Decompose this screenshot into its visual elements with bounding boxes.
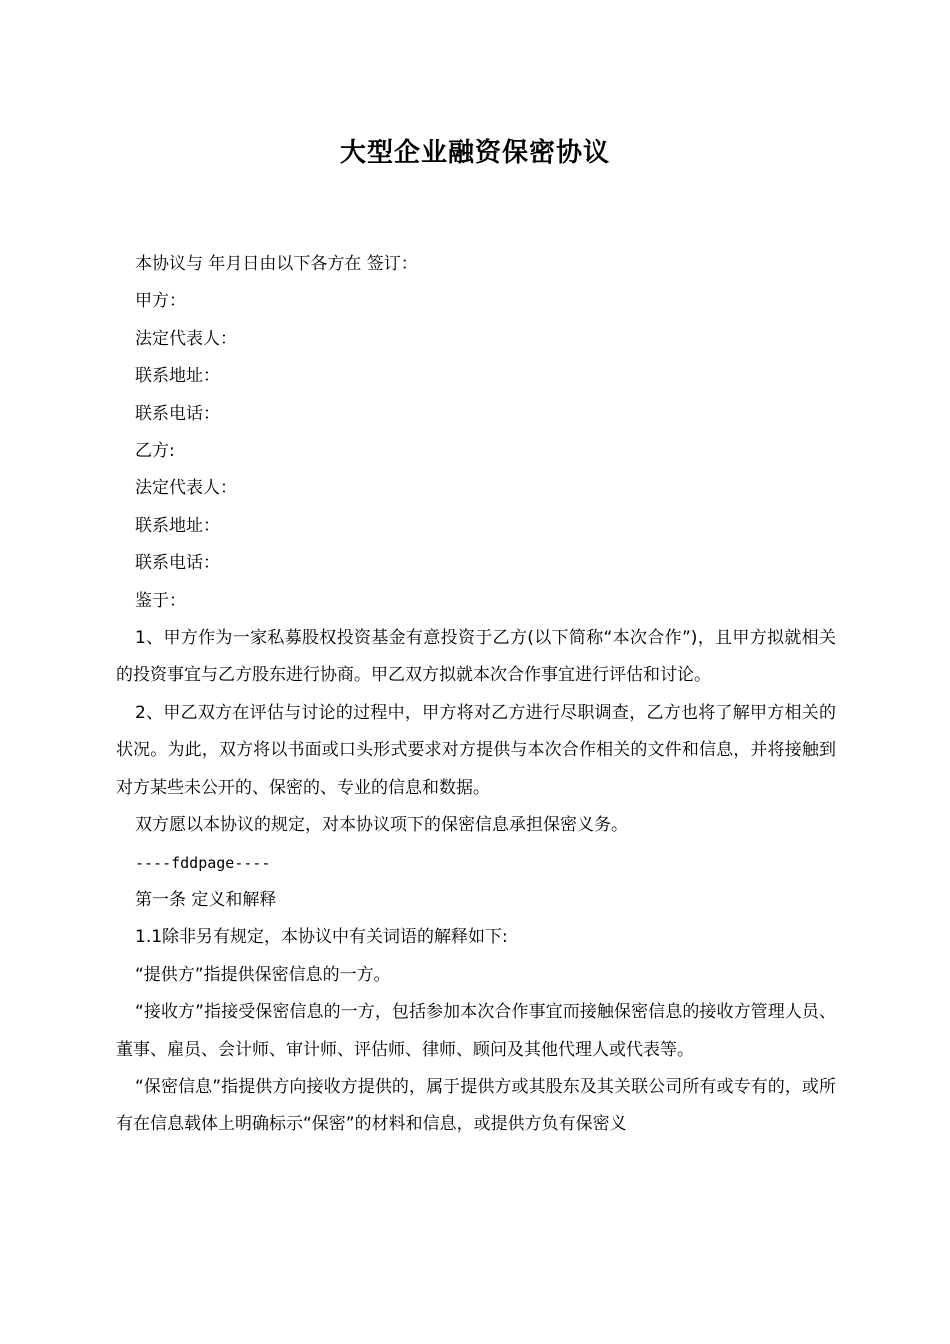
party-b-rep-label: 法定代表人： [135,478,237,499]
document-title: 大型企业融资保密协议 [339,138,610,168]
intro-line: 本协议与 年月日由以下各方在 签订： [135,254,418,274]
party-a-address-label: 联系地址： [135,366,220,387]
party-a-phone-label: 联系电话： [135,403,220,424]
whereas-clause-1: 1、甲方作为一家私募股权投资基金有意投资于乙方(以下简称“本次合作”)，且甲方拟就相关的投资事宜与乙方股东进行协商。甲乙双方拟就本次合作事宜进行评估和讨论。 [116,628,836,686]
definition-provider: “提供方”指提供保密信息的一方。 [135,964,391,985]
definition-confidential-info: “保密信息”指提供方向接收方提供的，属于提供方或其股东及其关联公司所有或专有的，或所有在信息载体上明确标示“保密”的材料和信息，或提供方负有保密义 [116,1076,836,1135]
document-body [116,246,836,1144]
whereas-label: 鉴于： [135,590,186,611]
clause-1-1: 1.1除非另有规定，本协议中有关词语的解释如下: [135,927,508,948]
party-b-label: 乙方: [135,441,175,462]
whereas-clause-2: 2、甲乙双方在评估与讨论的过程中，甲方将对乙方进行尽职调查，乙方也将了解甲方相关的状况。为此，双方将以书面或口头形式要求对方提供与本次合作相关的文件和信息，并将接触到对方某些未公开的、保密的、专业的信息和数据。 [116,702,836,798]
party-b-phone-label: 联系电话： [135,553,220,574]
article-1-title: 第一条 定义和解释 [135,889,277,910]
definition-recipient: “接收方”指接受保密信息的一方，包括参加本次合作事宜而接触保密信息的接收方管理人员、董事、雇员、会计师、审计师、评估师、律师、顾问及其他代理人或代表等。 [116,1002,836,1060]
party-b-address-label: 联系地址： [135,515,220,536]
page-separator: ----fddpage---- [135,853,271,872]
party-a-rep-label: 法定代表人： [135,328,237,349]
agreement-statement: 双方愿以本协议的规定，对本协议项下的保密信息承担保密义务。 [135,815,628,836]
party-a-label: 甲方： [135,291,186,312]
